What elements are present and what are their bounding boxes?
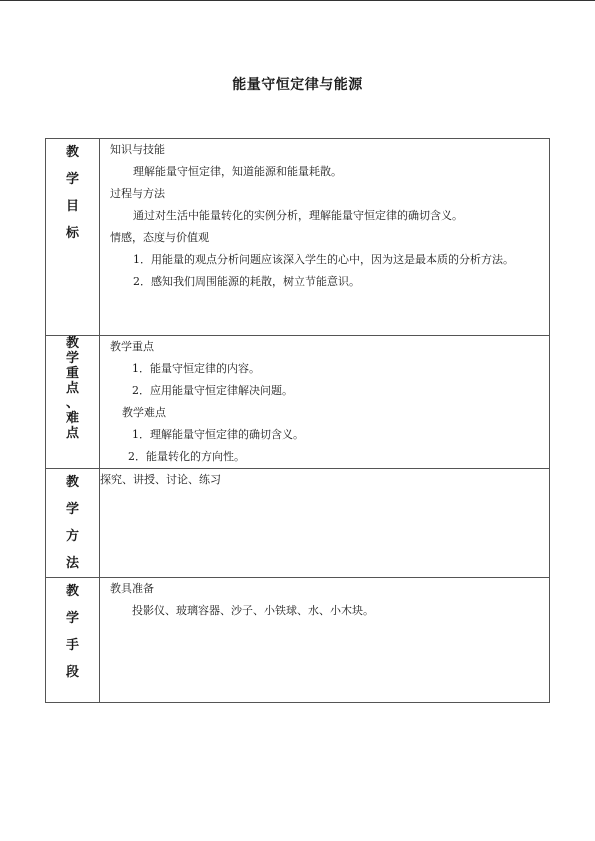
content-line: 2．应用能量守恒定律解决问题。 — [132, 384, 293, 397]
label-cell-means — [46, 578, 100, 703]
label-cell-key-points — [46, 336, 100, 469]
content-cell-methods — [100, 469, 550, 578]
row-teaching-means — [46, 578, 550, 703]
content-line: 通过对生活中能量转化的实例分析，理解能量守恒定律的确切含义。 — [133, 209, 463, 222]
content-line: 探究、讲授、讨论、练习 — [100, 473, 221, 486]
content-line: 1．用能量的观点分析问题应该深入学生的心中，因为这是最本质的分析方法。 — [133, 253, 514, 266]
content-line: 1．能量守恒定律的内容。 — [132, 362, 260, 375]
page-title: 能量守恒定律与能源 — [232, 77, 363, 93]
section-heading: 过程与方法 — [110, 187, 165, 200]
section-heading: 教学难点 — [122, 406, 166, 419]
row-label: 教 学 目 标 — [65, 145, 79, 241]
content-cell-objectives — [100, 139, 550, 336]
section-heading: 情感，态度与价值观 — [110, 231, 209, 244]
section-heading: 教学重点 — [110, 340, 154, 353]
content-line: 2．能量转化的方向性。 — [128, 450, 245, 463]
lesson-plan-table — [45, 138, 550, 703]
row-teaching-objectives — [46, 139, 550, 336]
top-rule — [0, 0, 595, 1]
content-cell-means — [100, 578, 550, 703]
section-heading: 知识与技能 — [110, 143, 165, 156]
content-line: 1．理解能量守恒定律的确切含义。 — [132, 428, 304, 441]
label-cell-objectives — [46, 139, 100, 336]
content-line: 理解能量守恒定律，知道能源和能量耗散。 — [133, 165, 342, 178]
row-label: 教 学 方 法 — [65, 475, 79, 571]
row-key-points — [46, 336, 550, 469]
label-cell-methods — [46, 469, 100, 578]
row-label: 教 学 重 点 、 难 点 — [65, 336, 79, 441]
content-cell-key-points — [100, 336, 550, 469]
content-line: 投影仪、玻璃容器、沙子、小铁球、水、小木块。 — [132, 604, 374, 617]
content-line: 2．感知我们周围能源的耗散，树立节能意识。 — [133, 275, 360, 288]
section-heading: 教具准备 — [110, 582, 154, 595]
row-teaching-methods — [46, 469, 550, 578]
row-label: 教 学 手 段 — [65, 584, 79, 680]
